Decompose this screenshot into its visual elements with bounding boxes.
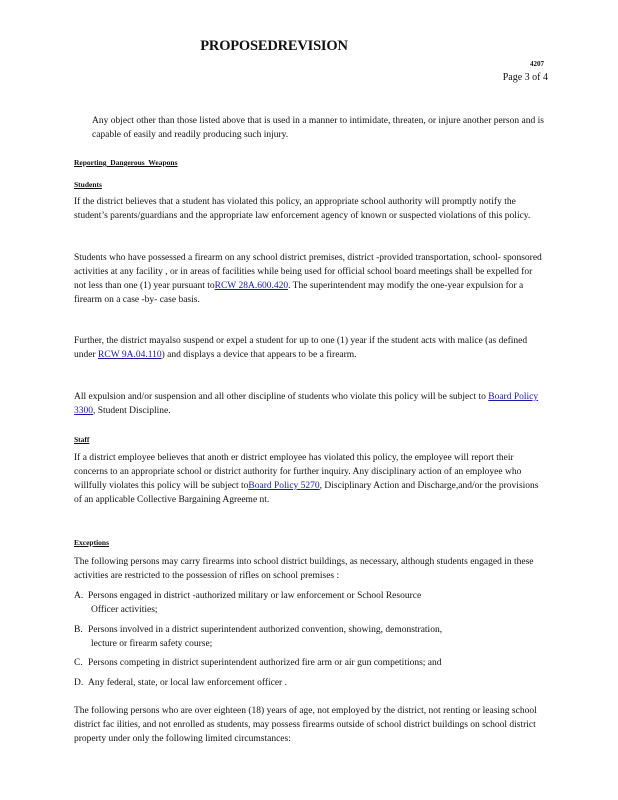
document-title: PROPOSEDREVISION bbox=[200, 38, 348, 54]
board-policy-5270-link[interactable]: Board Policy 5270 bbox=[248, 481, 320, 491]
exception-text: Persons involved in a district superintendent authorized convention, showing, demonstration, bbox=[88, 625, 443, 635]
rcw-28a-600-420-link[interactable]: RCW 28A.600.420 bbox=[214, 281, 289, 291]
exception-item-b bbox=[74, 623, 544, 651]
exception-text: Any federal, state, or local law enforcement officer . bbox=[88, 678, 287, 688]
exception-item-c bbox=[74, 656, 544, 670]
students-paragraph-1 bbox=[74, 195, 544, 223]
exception-text: Persons competing in district superintendent authorized fire arm or air gun competitions; and bbox=[88, 658, 442, 668]
students-paragraph-3-text: Further, the district mayalso suspend or expel a student for up to one (1) year if the student acts with malice (as defined under bbox=[74, 336, 528, 360]
students-paragraph-4-tail: , Student Discipline. bbox=[93, 406, 171, 416]
students-paragraph-3 bbox=[74, 334, 544, 362]
students-paragraph-2-text: Students who have possessed a firearm on any school district premises, district -provided transportation, school- sponsored activities at any facility , or in areas of facilities while being used for official school board meetings shall be expelled for not less than one (1) year pursuant to bbox=[74, 253, 542, 291]
page-number: Page 3 of 4 bbox=[502, 72, 548, 83]
rcw-9a-04-110-link[interactable]: RCW 9A.04.110 bbox=[98, 350, 162, 360]
exception-item-d bbox=[74, 676, 544, 690]
students-paragraph-4-text: All expulsion and/or suspension and all other discipline of students who violate this policy will be subject to bbox=[74, 392, 489, 402]
exceptions-intro-text: The following persons may carry firearms into school district buildings, as necessary, although students engaged in these activities are restricted to the possession of rifles on school premises : bbox=[74, 557, 534, 581]
students-heading: Students bbox=[74, 180, 102, 189]
board-policy-3300-link[interactable]: Board Policy 3300 bbox=[74, 392, 539, 416]
exception-label: D. bbox=[74, 678, 84, 688]
staff-heading: Staff bbox=[74, 435, 90, 444]
students-paragraph-2 bbox=[74, 251, 544, 307]
exceptions-intro bbox=[74, 555, 544, 583]
exception-label: A. bbox=[74, 591, 84, 601]
staff-paragraph bbox=[74, 451, 544, 507]
exception-label: C. bbox=[74, 658, 83, 668]
staff-paragraph-tail: , Disciplinary Action and Discharge,and/or the provisions of an applicable Collective Bargaining Agreeme nt. bbox=[74, 481, 539, 505]
exception-text: Persons engaged in district -authorized military or law enforcement or School Resource bbox=[88, 591, 422, 601]
final-paragraph-text: The following persons who are over eighteen (18) years of age, not employed by the district, not renting or leasing school district fac ilities, and not enrolled as students, may possess firearms outside of school district buildings on school district property under only the following limited circumstances: bbox=[74, 706, 537, 744]
students-paragraph-2-tail: . The superintendent may modify the one-year expulsion for a firearm on a case -by- case basis. bbox=[74, 281, 524, 305]
reporting-heading: Reporting Dangerous Weapons bbox=[74, 158, 178, 167]
students-paragraph-3-tail: ) and displays a device that appears to be a firearm. bbox=[161, 350, 357, 360]
exceptions-heading: Exceptions bbox=[74, 538, 110, 547]
staff-paragraph-text: If a district employee believes that anoth er district employee has violated this policy, the employee will report their concerns to an appropriate school or district authority for further inquiry. Any disciplinary action of an employee who willfully violates this policy will be subject to bbox=[74, 453, 522, 491]
exception-text-continued: Officer activities; bbox=[91, 605, 158, 615]
policy-number: 4207 bbox=[530, 60, 544, 68]
bullet-text: Any object other than those listed above that is used in a manner to intimidate, threaten, or injure another person and is capable of easily and readily producing such injury. bbox=[92, 116, 544, 140]
students-paragraph-4 bbox=[74, 390, 544, 418]
final-paragraph bbox=[74, 704, 544, 746]
exception-label: B. bbox=[74, 625, 83, 635]
exception-text-continued: lecture or firearm safety course; bbox=[91, 639, 213, 649]
exception-item-a bbox=[74, 589, 544, 617]
students-paragraph-1-text: If the district believes that a student has violated this policy, an appropriate school authority will promptly notify the student’s parents/guardians and the appropriate law enforcement agency of known or suspected violations of this policy. bbox=[74, 197, 531, 221]
